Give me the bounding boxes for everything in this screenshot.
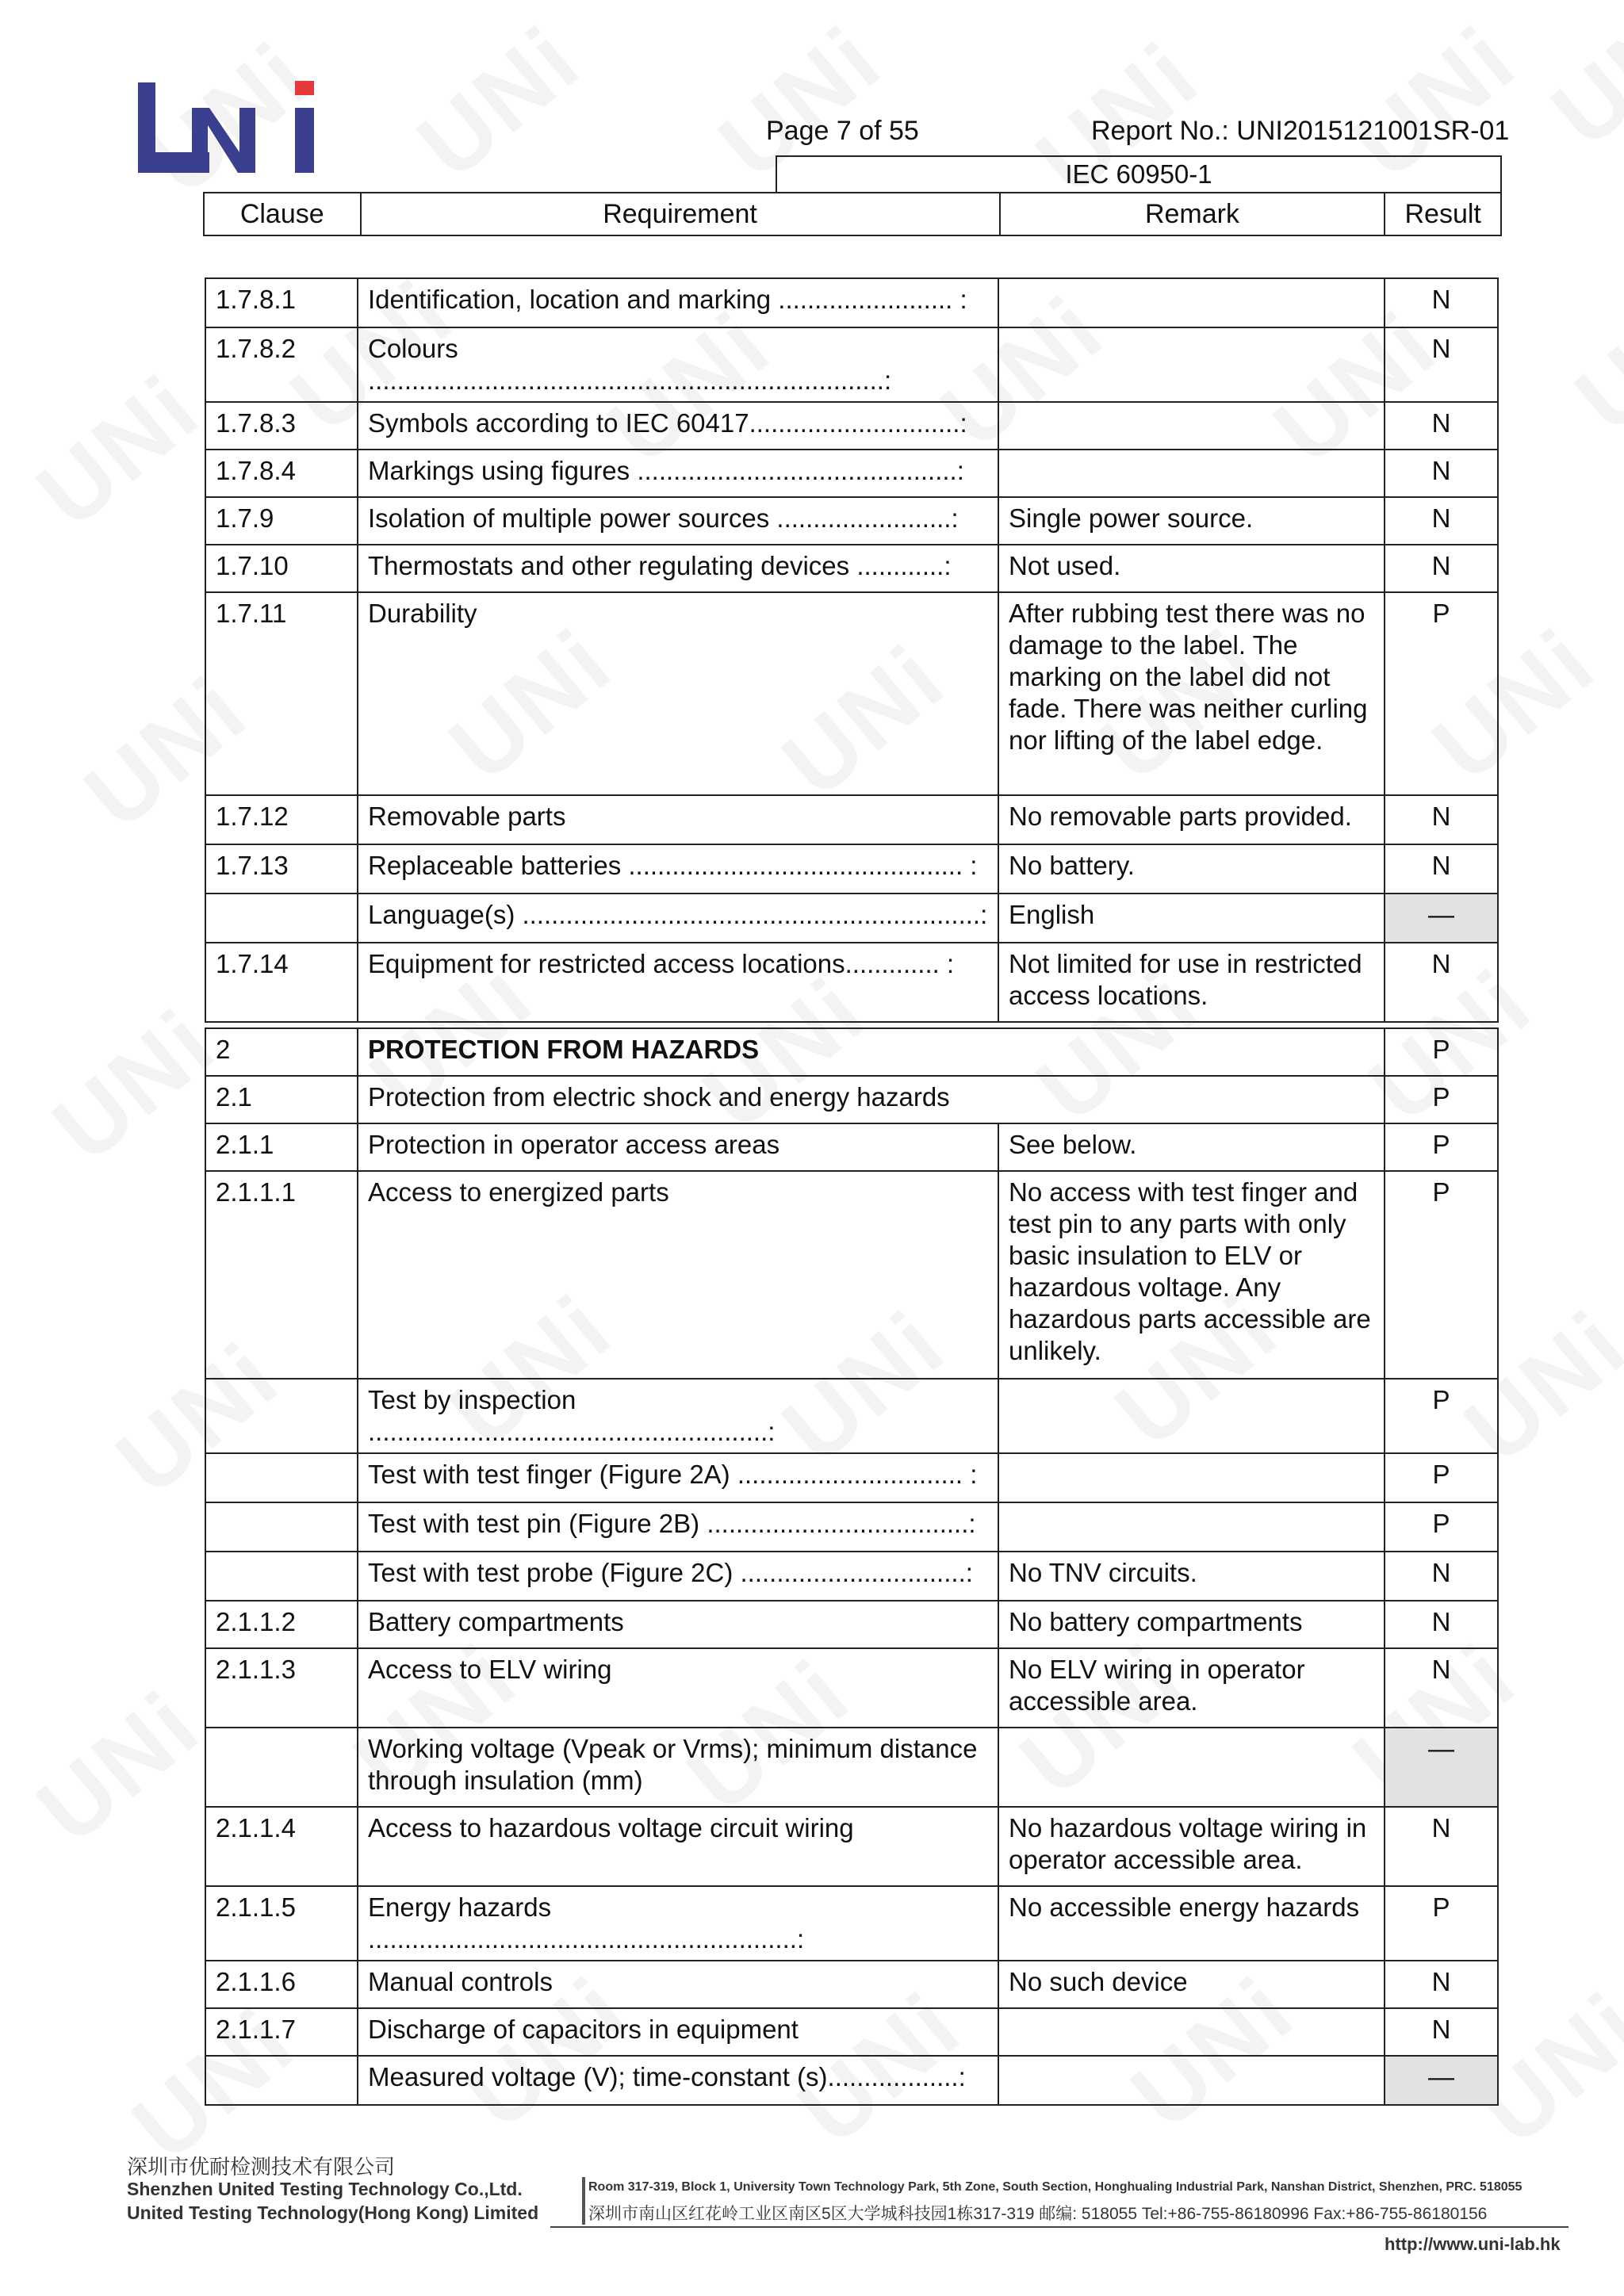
table-row bbox=[205, 1123, 1498, 1171]
table-row bbox=[205, 2008, 1498, 2056]
result-cell: P bbox=[1385, 1123, 1498, 1171]
clause-cell: 2.1.1.2 bbox=[205, 1601, 358, 1648]
footer-address-en: Room 317-319, Block 1, University Town Technology Park, 5th Zone, South Section, Honghualing Industrial Park, Nanshan District, Shenzhen, PRC. 518055 bbox=[588, 2180, 1522, 2194]
result-cell: P bbox=[1385, 592, 1498, 795]
watermark-logo bbox=[17, 1670, 220, 1865]
requirement-cell: Manual controls bbox=[358, 1961, 998, 2008]
table-row bbox=[205, 497, 1498, 545]
requirement-cell: Battery compartments bbox=[358, 1601, 998, 1648]
table-row bbox=[205, 1886, 1498, 1961]
remark-cell bbox=[998, 2056, 1385, 2105]
col-remark: Remark bbox=[1001, 193, 1386, 235]
page-number: Page 7 of 55 bbox=[766, 116, 919, 146]
result-cell: N bbox=[1385, 402, 1498, 450]
table-row bbox=[205, 1601, 1498, 1648]
remark-cell: Single power source. bbox=[998, 497, 1385, 545]
table-row bbox=[205, 1728, 1498, 1807]
clause-cell: 2.1.1.1 bbox=[205, 1171, 358, 1379]
table-row bbox=[205, 1807, 1498, 1886]
table-row bbox=[205, 1171, 1498, 1379]
remark-cell: No battery compartments bbox=[998, 1601, 1385, 1648]
clause-cell: 1.7.8.3 bbox=[205, 402, 358, 450]
remark-cell: No removable parts provided. bbox=[998, 795, 1385, 844]
header-table bbox=[203, 155, 1502, 236]
table-row bbox=[205, 1502, 1498, 1552]
result-cell: P bbox=[1385, 1076, 1498, 1123]
result-cell: N bbox=[1385, 1552, 1498, 1601]
table-row bbox=[205, 1453, 1498, 1502]
requirement-cell: Access to ELV wiring bbox=[358, 1648, 998, 1728]
remark-cell: No ELV wiring in operator accessible area. bbox=[998, 1648, 1385, 1728]
clause-cell: 2.1.1 bbox=[205, 1123, 358, 1171]
remark-cell bbox=[998, 2008, 1385, 2056]
footer-divider bbox=[582, 2177, 585, 2225]
result-cell: N bbox=[1385, 1807, 1498, 1886]
table-row bbox=[205, 1552, 1498, 1601]
result-cell: P bbox=[1385, 1453, 1498, 1502]
clause-cell: 1.7.8.4 bbox=[205, 450, 358, 497]
requirement-cell: Test with test probe (Figure 2C) ...............................: bbox=[358, 1552, 998, 1601]
clause-cell bbox=[205, 1453, 358, 1502]
table-row bbox=[205, 592, 1498, 795]
requirement-cell: Durability bbox=[358, 592, 998, 795]
footer-rule bbox=[550, 2226, 1568, 2228]
remark-cell: No such device bbox=[998, 1961, 1385, 2008]
footer-address-cn: 深圳市南山区红花岭工业区南区5区大学城科技园1栋317-319 邮编: 518055 Tel:+86-755-86180996 Fax:+86-755-86180156 bbox=[588, 2205, 1488, 2223]
report-number: Report No.: UNI2015121001SR-01 bbox=[1091, 116, 1510, 146]
remark-cell bbox=[998, 450, 1385, 497]
watermark-logo bbox=[1555, 258, 1624, 453]
requirement-cell: Removable parts bbox=[358, 795, 998, 844]
table-row bbox=[205, 402, 1498, 450]
requirement-cell: Test with test pin (Figure 2B) ....................................: bbox=[358, 1502, 998, 1552]
requirement-cell: Test with test finger (Figure 2A) ............................... : bbox=[358, 1453, 998, 1502]
clause-cell: 2.1.1.3 bbox=[205, 1648, 358, 1728]
result-cell: — bbox=[1385, 2056, 1498, 2105]
clause-cell: 1.7.14 bbox=[205, 943, 358, 1022]
requirement-cell: Markings using figures ............................................: bbox=[358, 450, 998, 497]
table-row bbox=[205, 545, 1498, 592]
clause-cell bbox=[205, 2056, 358, 2105]
footer-url[interactable]: http://www.uni-lab.hk bbox=[1385, 2234, 1561, 2254]
col-clause: Clause bbox=[205, 193, 362, 235]
clause-cell: 2.1.1.6 bbox=[205, 1961, 358, 2008]
requirement-cell: Measured voltage (V); time-constant (s)..................: bbox=[358, 2056, 998, 2105]
table-row bbox=[205, 1379, 1498, 1453]
table-row bbox=[205, 2056, 1498, 2105]
requirement-cell: Energy hazards ...........................................................: bbox=[358, 1886, 998, 1961]
column-header-row bbox=[203, 192, 1502, 236]
requirement-cell: Working voltage (Vpeak or Vrms); minimum distance through insulation (mm) bbox=[358, 1728, 998, 1807]
standard-title: IEC 60950-1 bbox=[776, 155, 1502, 192]
result-cell: N bbox=[1385, 1961, 1498, 2008]
remark-cell: English bbox=[998, 894, 1385, 943]
remark-cell: No battery. bbox=[998, 844, 1385, 894]
clause-cell bbox=[205, 1728, 358, 1807]
result-cell: N bbox=[1385, 545, 1498, 592]
remark-cell: Not limited for use in restricted access locations. bbox=[998, 943, 1385, 1022]
remark-cell: No TNV circuits. bbox=[998, 1552, 1385, 1601]
clause-table-1 bbox=[205, 277, 1499, 1023]
requirement-cell: Colours .......................................................................: bbox=[358, 327, 998, 402]
clause-cell: 1.7.8.1 bbox=[205, 278, 358, 327]
clause-cell: 1.7.10 bbox=[205, 545, 358, 592]
col-result: Result bbox=[1404, 198, 1481, 229]
table-row bbox=[205, 450, 1498, 497]
remark-cell bbox=[998, 402, 1385, 450]
clause-cell: 2.1.1.4 bbox=[205, 1807, 358, 1886]
requirement-cell: PROTECTION FROM HAZARDS bbox=[358, 1028, 1385, 1076]
result-cell: P bbox=[1385, 1028, 1498, 1076]
table-row bbox=[205, 1028, 1498, 1076]
requirement-cell: Symbols according to IEC 60417.............................: bbox=[358, 402, 998, 450]
remark-cell bbox=[998, 1728, 1385, 1807]
clause-cell: 1.7.12 bbox=[205, 795, 358, 844]
result-cell: N bbox=[1385, 844, 1498, 894]
table-row bbox=[205, 943, 1498, 1022]
result-cell: N bbox=[1385, 327, 1498, 402]
watermark-logo bbox=[1531, 0, 1624, 168]
table-row bbox=[205, 1076, 1498, 1123]
footer-company-hk: United Testing Technology(Hong Kong) Limited bbox=[127, 2202, 539, 2223]
remark-cell: Not used. bbox=[998, 545, 1385, 592]
requirement-cell: Thermostats and other regulating devices ............: bbox=[358, 545, 998, 592]
clause-cell: 2.1.1.5 bbox=[205, 1886, 358, 1961]
clause-cell: 1.7.13 bbox=[205, 844, 358, 894]
requirement-cell: Test by inspection .......................................................: bbox=[358, 1379, 998, 1453]
clause-cell bbox=[205, 1502, 358, 1552]
table-row bbox=[205, 1648, 1498, 1728]
result-cell: N bbox=[1385, 1601, 1498, 1648]
result-cell: — bbox=[1385, 1728, 1498, 1807]
requirement-cell: Access to hazardous voltage circuit wiring bbox=[358, 1807, 998, 1886]
result-cell: N bbox=[1385, 278, 1498, 327]
remark-cell bbox=[998, 1502, 1385, 1552]
clause-cell: 1.7.9 bbox=[205, 497, 358, 545]
table-row bbox=[205, 894, 1498, 943]
remark-cell bbox=[998, 278, 1385, 327]
remark-cell: No hazardous voltage wiring in operator accessible area. bbox=[998, 1807, 1385, 1886]
table-row bbox=[205, 278, 1498, 327]
result-cell: N bbox=[1385, 450, 1498, 497]
result-cell: N bbox=[1385, 943, 1498, 1022]
table-row bbox=[205, 844, 1498, 894]
remark-cell bbox=[998, 1379, 1385, 1453]
requirement-cell: Language(s) ...............................................................: bbox=[358, 894, 998, 943]
requirement-cell: Isolation of multiple power sources ........................: bbox=[358, 497, 998, 545]
remark-cell: After rubbing test there was no damage to the label. The marking on the label did not fade. There was neither curling nor lifting of the label edge. bbox=[998, 592, 1385, 795]
result-cell: P bbox=[1385, 1379, 1498, 1453]
clause-cell: 1.7.8.2 bbox=[205, 327, 358, 402]
requirement-cell: Replaceable batteries .............................................. : bbox=[358, 844, 998, 894]
result-cell: P bbox=[1385, 1502, 1498, 1552]
col-requirement: Requirement bbox=[362, 193, 1001, 235]
watermark-logo bbox=[17, 354, 220, 549]
requirement-cell: Protection from electric shock and energy hazards bbox=[358, 1076, 1385, 1123]
requirement-cell: Access to energized parts bbox=[358, 1171, 998, 1379]
clause-table-2 bbox=[205, 1027, 1499, 2106]
result-cell: N bbox=[1385, 497, 1498, 545]
remark-cell: No access with test finger and test pin to any parts with only basic insulation to ELV or hazardous voltage. Any hazardous parts accessible are unlikely. bbox=[998, 1171, 1385, 1379]
remark-cell: See below. bbox=[998, 1123, 1385, 1171]
clause-cell: 1.7.11 bbox=[205, 592, 358, 795]
table-row bbox=[205, 1961, 1498, 2008]
table-row bbox=[205, 327, 1498, 402]
result-cell: P bbox=[1385, 1171, 1498, 1379]
clause-cell: 2 bbox=[205, 1028, 358, 1076]
result-cell: — bbox=[1385, 894, 1498, 943]
result-cell: N bbox=[1385, 795, 1498, 844]
remark-cell bbox=[998, 327, 1385, 402]
footer-company-cn: 深圳市优耐检测技术有限公司 bbox=[127, 2155, 396, 2179]
requirement-cell: Protection in operator access areas bbox=[358, 1123, 998, 1171]
result-cell: P bbox=[1385, 1886, 1498, 1961]
requirement-cell: Equipment for restricted access locations............. : bbox=[358, 943, 998, 1022]
clause-cell bbox=[205, 894, 358, 943]
clause-cell bbox=[205, 1552, 358, 1601]
result-cell: N bbox=[1385, 2008, 1498, 2056]
footer-company-en: Shenzhen United Testing Technology Co.,Ltd. bbox=[127, 2179, 523, 2199]
requirement-cell: Discharge of capacitors in equipment bbox=[358, 2008, 998, 2056]
result-cell: N bbox=[1385, 1648, 1498, 1728]
clause-cell bbox=[205, 1379, 358, 1453]
clause-cell: 2.1.1.7 bbox=[205, 2008, 358, 2056]
clause-cell: 2.1 bbox=[205, 1076, 358, 1123]
remark-cell: No accessible energy hazards bbox=[998, 1886, 1385, 1961]
remark-cell bbox=[998, 1453, 1385, 1502]
requirement-cell: Identification, location and marking ........................ : bbox=[358, 278, 998, 327]
table-row bbox=[205, 795, 1498, 844]
